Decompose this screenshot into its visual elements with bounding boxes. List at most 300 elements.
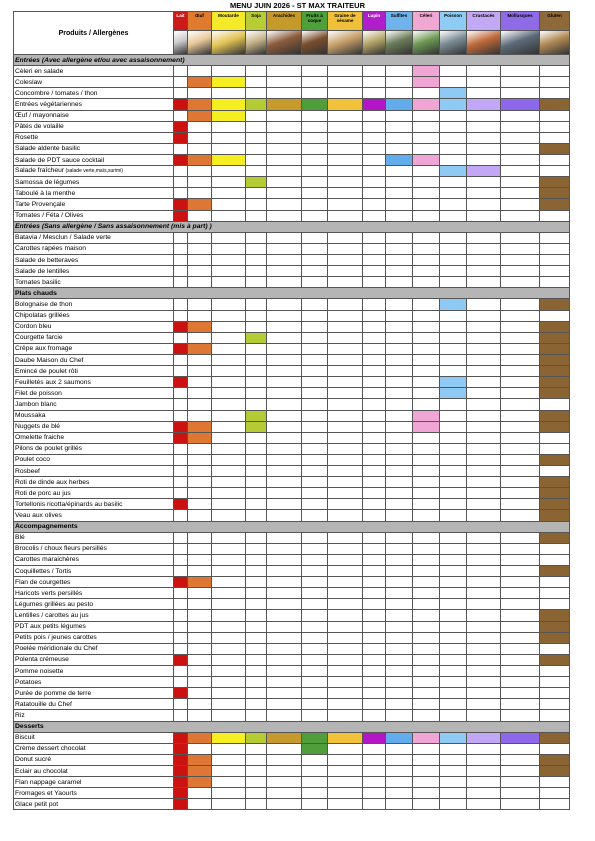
table-row: [14, 154, 570, 165]
product-name: [14, 688, 174, 699]
allergen-cell: [246, 321, 267, 332]
allergen-cell: [501, 699, 540, 710]
allergen-cell: [302, 421, 328, 432]
table-row: [14, 499, 570, 510]
allergen-cell: [467, 499, 501, 510]
allergen-cell: [413, 299, 440, 310]
allergen-cell: [413, 166, 440, 177]
allergen-cell: [467, 66, 501, 77]
allergen-cell: [267, 688, 302, 699]
table-row: [14, 188, 570, 199]
allergen-cell: [386, 99, 413, 110]
allergen-cell: [328, 577, 363, 588]
allergen-cell: [501, 643, 540, 654]
allergen-cell: [467, 277, 501, 288]
allergen-cell: [188, 577, 212, 588]
allergen-cell: [386, 610, 413, 621]
product-name-text: Roti de dinde aux herbes: [15, 478, 90, 486]
allergen-cell: [174, 354, 188, 365]
allergen-cell: [386, 277, 413, 288]
allergen-cell: [212, 699, 246, 710]
allergen-cell: [328, 210, 363, 221]
product-name: [14, 788, 174, 799]
allergen-cell: [501, 377, 540, 388]
product-header: Produits / Allergènes: [14, 12, 174, 55]
allergen-cell: [501, 554, 540, 565]
table-row: [14, 377, 570, 388]
product-name-text: Tomates basilic: [15, 278, 61, 286]
allergen-cell: [328, 766, 363, 777]
product-name: [14, 577, 174, 588]
product-name-text: Entrées végétariennes: [15, 100, 82, 108]
allergen-cell: [363, 732, 386, 743]
table-row: [14, 266, 570, 277]
product-name-text: Flan nappage caramel: [15, 778, 82, 786]
allergen-cell: [302, 110, 328, 121]
allergen-cell: [540, 488, 570, 499]
product-name-text: Moussaka: [15, 412, 46, 420]
section-header: [14, 55, 570, 66]
allergen-cell: [302, 799, 328, 810]
allergen-cell: [246, 421, 267, 432]
allergen-cell: [440, 666, 467, 677]
allergen-cell: [246, 754, 267, 765]
allergen-cell: [386, 132, 413, 143]
allergen-cell: [212, 454, 246, 465]
allergen-cell: [267, 154, 302, 165]
allergen-header: Lait: [174, 12, 188, 31]
allergen-cell: [363, 799, 386, 810]
allergen-cell: [174, 77, 188, 88]
allergen-cell: [440, 99, 467, 110]
table-row: [14, 243, 570, 254]
section-header: [14, 521, 570, 532]
product-name: [14, 699, 174, 710]
allergen-cell: [386, 432, 413, 443]
product-name: [14, 266, 174, 277]
allergen-cell: [302, 188, 328, 199]
allergen-cell: [302, 299, 328, 310]
allergen-cell: [363, 432, 386, 443]
allergen-cell: [467, 121, 501, 132]
product-name-text: Rosette: [15, 134, 39, 142]
allergen-header-row: [14, 12, 570, 31]
allergen-cell: [188, 599, 212, 610]
allergen-cell: [246, 410, 267, 421]
food-photo-icon: [246, 31, 266, 54]
allergen-cell: [413, 710, 440, 721]
allergen-cell: [440, 788, 467, 799]
allergen-cell: [501, 110, 540, 121]
table-row: [14, 177, 570, 188]
allergen-cell: [267, 577, 302, 588]
allergen-cell: [328, 743, 363, 754]
allergen-cell: [363, 754, 386, 765]
allergen-cell: [188, 166, 212, 177]
allergen-cell: [246, 554, 267, 565]
allergen-cell: [467, 266, 501, 277]
allergen-cell: [413, 577, 440, 588]
allergen-cell: [174, 688, 188, 699]
allergen-cell: [174, 366, 188, 377]
allergen-cell: [540, 732, 570, 743]
allergen-photo: [212, 31, 246, 55]
allergen-cell: [212, 566, 246, 577]
allergen-cell: [440, 132, 467, 143]
allergen-cell: [212, 99, 246, 110]
allergen-cell: [174, 499, 188, 510]
allergen-cell: [440, 332, 467, 343]
product-name-text: Salade de PDT sauce cocktail: [15, 156, 105, 164]
allergen-cell: [302, 432, 328, 443]
product-name: [14, 366, 174, 377]
allergen-cell: [413, 688, 440, 699]
allergen-cell: [246, 799, 267, 810]
allergen-cell: [440, 277, 467, 288]
allergen-cell: [501, 177, 540, 188]
table-row: [14, 621, 570, 632]
allergen-cell: [540, 410, 570, 421]
allergen-cell: [363, 499, 386, 510]
allergen-cell: [174, 699, 188, 710]
allergen-cell: [174, 754, 188, 765]
allergen-cell: [440, 632, 467, 643]
allergen-cell: [188, 66, 212, 77]
allergen-cell: [212, 443, 246, 454]
allergen-cell: [386, 321, 413, 332]
allergen-cell: [267, 188, 302, 199]
allergen-cell: [302, 599, 328, 610]
allergen-cell: [188, 77, 212, 88]
allergen-cell: [540, 332, 570, 343]
allergen-cell: [328, 377, 363, 388]
allergen-cell: [188, 543, 212, 554]
allergen-cell: [302, 154, 328, 165]
product-name-text: Tomates / Féta / Olives: [15, 212, 84, 220]
allergen-cell: [302, 121, 328, 132]
allergen-cell: [246, 66, 267, 77]
allergen-cell: [467, 666, 501, 677]
allergen-cell: [413, 343, 440, 354]
allergen-cell: [246, 621, 267, 632]
allergen-cell: [212, 643, 246, 654]
allergen-cell: [174, 799, 188, 810]
allergen-cell: [302, 710, 328, 721]
allergen-cell: [267, 532, 302, 543]
allergen-cell: [440, 554, 467, 565]
allergen-photo: [440, 31, 467, 55]
allergen-cell: [363, 354, 386, 365]
allergen-cell: [413, 610, 440, 621]
allergen-cell: [302, 77, 328, 88]
allergen-cell: [363, 699, 386, 710]
allergen-cell: [212, 410, 246, 421]
allergen-cell: [212, 732, 246, 743]
allergen-cell: [246, 99, 267, 110]
allergen-cell: [188, 132, 212, 143]
allergen-cell: [413, 210, 440, 221]
allergen-cell: [328, 121, 363, 132]
allergen-cell: [212, 799, 246, 810]
allergen-cell: [302, 632, 328, 643]
allergen-cell: [440, 166, 467, 177]
allergen-cell: [267, 321, 302, 332]
allergen-cell: [328, 466, 363, 477]
allergen-cell: [174, 421, 188, 432]
allergen-cell: [246, 610, 267, 621]
allergen-cell: [363, 166, 386, 177]
product-name: [14, 77, 174, 88]
allergen-cell: [540, 366, 570, 377]
allergen-cell: [386, 210, 413, 221]
allergen-cell: [328, 421, 363, 432]
allergen-cell: [302, 132, 328, 143]
allergen-header: Fruits à coque: [302, 12, 328, 31]
allergen-cell: [413, 77, 440, 88]
product-name: [14, 543, 174, 554]
allergen-cell: [174, 210, 188, 221]
product-name: [14, 610, 174, 621]
allergen-cell: [501, 266, 540, 277]
allergen-cell: [467, 610, 501, 621]
table-row: [14, 788, 570, 799]
allergen-cell: [467, 366, 501, 377]
allergen-cell: [440, 66, 467, 77]
allergen-cell: [501, 788, 540, 799]
allergen-cell: [467, 732, 501, 743]
product-name-text: Purée de pomme de terre: [15, 689, 92, 697]
product-name: [14, 588, 174, 599]
table-row: [14, 643, 570, 654]
allergen-cell: [188, 488, 212, 499]
allergen-cell: [363, 643, 386, 654]
allergen-cell: [302, 510, 328, 521]
allergen-cell: [386, 688, 413, 699]
allergen-cell: [386, 243, 413, 254]
allergen-cell: [540, 766, 570, 777]
product-name-text: Biscuit: [15, 734, 35, 742]
table-row: [14, 410, 570, 421]
allergen-cell: [246, 188, 267, 199]
allergen-cell: [267, 643, 302, 654]
allergen-cell: [540, 210, 570, 221]
allergen-cell: [328, 510, 363, 521]
allergen-cell: [540, 421, 570, 432]
allergen-cell: [467, 377, 501, 388]
allergen-cell: [501, 688, 540, 699]
allergen-cell: [363, 88, 386, 99]
allergen-cell: [246, 366, 267, 377]
allergen-cell: [174, 643, 188, 654]
allergen-cell: [540, 266, 570, 277]
product-name: [14, 510, 174, 521]
allergen-cell: [212, 266, 246, 277]
allergen-cell: [540, 243, 570, 254]
allergen-cell: [246, 566, 267, 577]
allergen-cell: [174, 110, 188, 121]
allergen-cell: [440, 610, 467, 621]
allergen-cell: [302, 743, 328, 754]
allergen-cell: [363, 210, 386, 221]
table-row: [14, 143, 570, 154]
allergen-header: Lupin: [363, 12, 386, 31]
allergen-cell: [302, 566, 328, 577]
allergen-cell: [440, 310, 467, 321]
allergen-cell: [440, 477, 467, 488]
allergen-cell: [467, 777, 501, 788]
section-header: [14, 288, 570, 299]
allergen-cell: [540, 577, 570, 588]
product-name-text: Ratatouille du Chef: [15, 700, 72, 708]
allergen-cell: [188, 177, 212, 188]
product-name-text: Carottes maraichères: [15, 556, 79, 564]
allergen-cell: [363, 510, 386, 521]
allergen-cell: [188, 699, 212, 710]
allergen-cell: [302, 788, 328, 799]
allergen-cell: [212, 143, 246, 154]
allergen-cell: [302, 543, 328, 554]
allergen-cell: [540, 643, 570, 654]
allergen-cell: [174, 388, 188, 399]
allergen-cell: [246, 199, 267, 210]
allergen-cell: [440, 543, 467, 554]
allergen-cell: [413, 488, 440, 499]
allergen-cell: [467, 88, 501, 99]
allergen-cell: [212, 743, 246, 754]
table-row: [14, 577, 570, 588]
allergen-cell: [467, 510, 501, 521]
allergen-cell: [188, 299, 212, 310]
allergen-cell: [540, 588, 570, 599]
allergen-cell: [440, 354, 467, 365]
allergen-cell: [174, 432, 188, 443]
allergen-cell: [188, 254, 212, 265]
allergen-cell: [540, 677, 570, 688]
allergen-cell: [302, 588, 328, 599]
allergen-cell: [501, 799, 540, 810]
allergen-cell: [246, 677, 267, 688]
product-name: [14, 643, 174, 654]
allergen-cell: [540, 232, 570, 243]
allergen-cell: [188, 332, 212, 343]
product-name-text: Salade de lentilles: [15, 267, 70, 275]
allergen-cell: [440, 766, 467, 777]
allergen-cell: [501, 766, 540, 777]
allergen-cell: [188, 710, 212, 721]
product-name-text: Coleslaw: [15, 78, 43, 86]
allergen-cell: [540, 710, 570, 721]
allergen-cell: [540, 199, 570, 210]
allergen-cell: [246, 166, 267, 177]
allergen-cell: [386, 621, 413, 632]
food-photo-icon: [267, 31, 301, 54]
allergen-cell: [501, 99, 540, 110]
product-name: [14, 777, 174, 788]
allergen-cell: [467, 177, 501, 188]
allergen-cell: [467, 343, 501, 354]
product-name: [14, 188, 174, 199]
allergen-cell: [467, 799, 501, 810]
allergen-cell: [267, 354, 302, 365]
allergen-header: Arachides: [267, 12, 302, 31]
table-row: [14, 343, 570, 354]
allergen-cell: [467, 488, 501, 499]
allergen-cell: [363, 366, 386, 377]
allergen-cell: [188, 366, 212, 377]
allergen-cell: [174, 654, 188, 665]
allergen-cell: [540, 554, 570, 565]
allergen-cell: [363, 199, 386, 210]
allergen-cell: [174, 188, 188, 199]
allergen-cell: [501, 666, 540, 677]
allergen-cell: [246, 310, 267, 321]
product-name-text: Feuilletés aux 2 saumons: [15, 378, 91, 386]
allergen-cell: [267, 766, 302, 777]
allergen-cell: [267, 410, 302, 421]
allergen-cell: [267, 732, 302, 743]
allergen-cell: [212, 210, 246, 221]
product-name: [14, 410, 174, 421]
allergen-cell: [440, 177, 467, 188]
allergen-cell: [363, 143, 386, 154]
allergen-cell: [386, 643, 413, 654]
allergen-cell: [328, 699, 363, 710]
product-name: [14, 254, 174, 265]
allergen-cell: [188, 554, 212, 565]
allergen-cell: [467, 454, 501, 465]
allergen-cell: [246, 277, 267, 288]
allergen-cell: [413, 666, 440, 677]
allergen-cell: [302, 232, 328, 243]
allergen-cell: [467, 554, 501, 565]
allergen-cell: [302, 199, 328, 210]
allergen-cell: [501, 166, 540, 177]
allergen-cell: [363, 710, 386, 721]
allergen-cell: [363, 299, 386, 310]
allergen-cell: [386, 332, 413, 343]
allergen-cell: [302, 166, 328, 177]
allergen-photo: [540, 31, 570, 55]
allergen-cell: [413, 588, 440, 599]
allergen-cell: [302, 343, 328, 354]
allergen-cell: [467, 566, 501, 577]
allergen-cell: [467, 599, 501, 610]
product-name: [14, 554, 174, 565]
allergen-cell: [246, 666, 267, 677]
product-name: [14, 488, 174, 499]
allergen-cell: [302, 610, 328, 621]
allergen-cell: [302, 766, 328, 777]
allergen-cell: [212, 66, 246, 77]
allergen-cell: [188, 188, 212, 199]
allergen-cell: [174, 454, 188, 465]
allergen-cell: [467, 688, 501, 699]
allergen-cell: [302, 554, 328, 565]
food-photo-icon: [363, 31, 385, 54]
allergen-cell: [540, 188, 570, 199]
allergen-cell: [386, 443, 413, 454]
product-name: [14, 199, 174, 210]
allergen-cell: [440, 143, 467, 154]
allergen-cell: [328, 188, 363, 199]
allergen-cell: [540, 788, 570, 799]
allergen-cell: [212, 243, 246, 254]
allergen-cell: [188, 788, 212, 799]
allergen-cell: [440, 443, 467, 454]
allergen-cell: [413, 743, 440, 754]
allergen-cell: [267, 621, 302, 632]
allergen-cell: [363, 743, 386, 754]
